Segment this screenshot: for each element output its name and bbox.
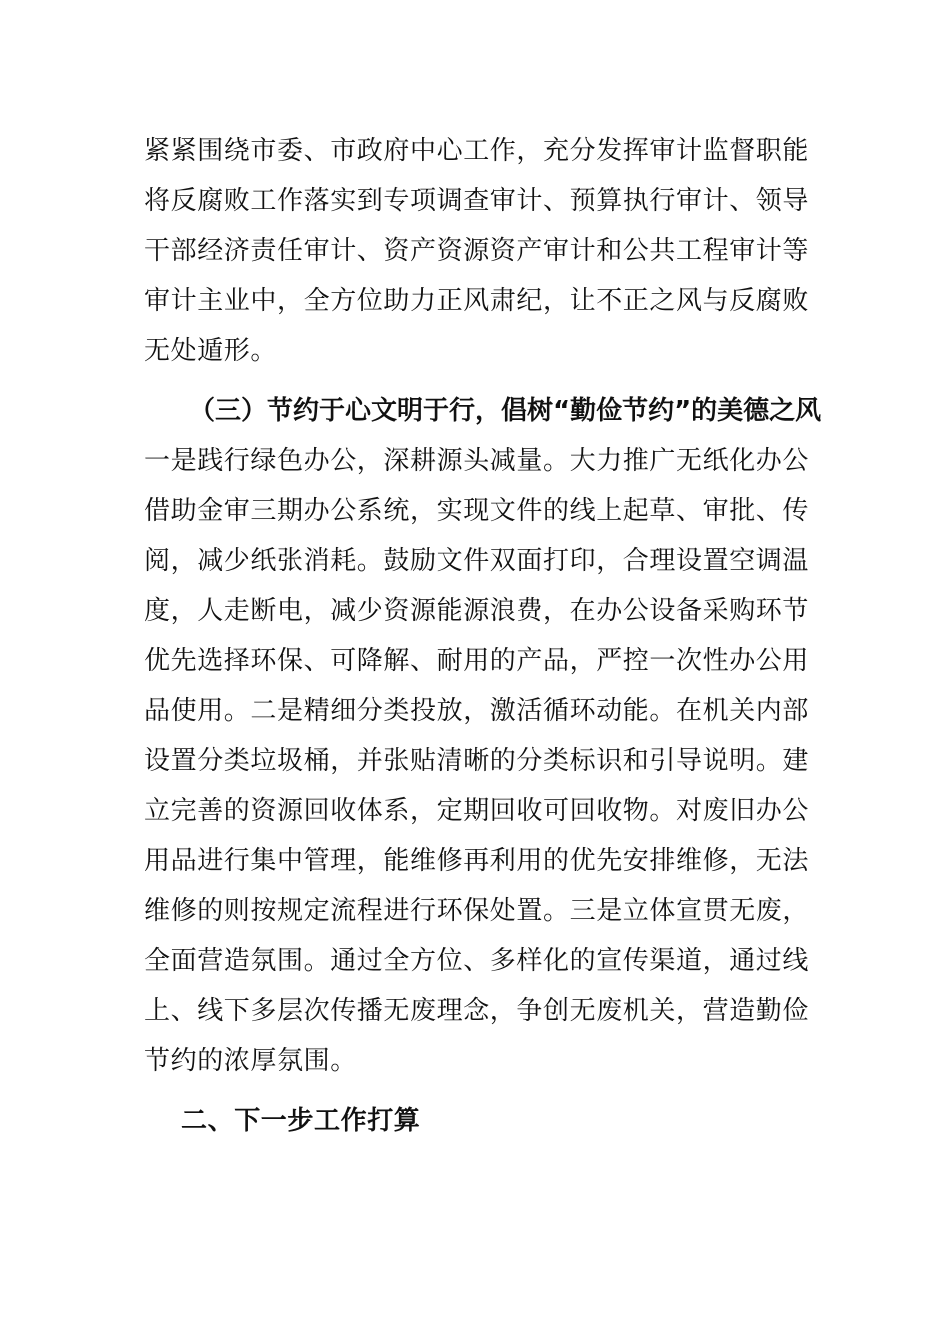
paragraph-line: 品使用。二是精细分类投放，激活循环动能。在机关内部 [144, 696, 810, 726]
paragraph-line: 一是践行绿色办公，深耕源头减量。大力推广无纸化办公 [144, 446, 810, 476]
paragraph-line: 上、线下多层次传播无废理念，争创无废机关，营造勤俭 [144, 996, 810, 1026]
paragraph-line: 度，人走断电，减少资源能源浪费，在办公设备采购环节 [144, 596, 810, 626]
section-heading-next-steps: 二、下一步工作打算 [181, 1106, 421, 1136]
paragraph-line: 审计主业中，全方位助力正风肃纪，让不正之风与反腐败 [144, 286, 810, 316]
paragraph-line: 干部经济责任审计、资产资源资产审计和公共工程审计等 [144, 236, 810, 266]
paragraph-audit-supervision [144, 126, 808, 376]
paragraph-line: 维修的则按规定流程进行环保处置。三是立体宣贯无废， [144, 896, 810, 926]
paragraph-line: 紧紧围绕市委、市政府中心工作，充分发挥审计监督职能 [144, 136, 810, 166]
paragraph-line: 全面营造氛围。通过全方位、多样化的宣传渠道，通过线 [144, 946, 810, 976]
paragraph-line: 节约的浓厚氛围。 [144, 1046, 357, 1076]
paragraph-line: 立完善的资源回收体系，定期回收可回收物。对废旧办公 [144, 796, 810, 826]
paragraph-line: 将反腐败工作落实到专项调查审计、预算执行审计、领导 [144, 186, 810, 216]
section-heading: （三）节约于心文明于行，倡树“勤俭节约”的美德之风 [189, 396, 822, 426]
paragraph-line: 设置分类垃圾桶，并张贴清晰的分类标识和引导说明。建 [144, 746, 810, 776]
section-thrift [144, 386, 822, 1086]
paragraph-line: 用品进行集中管理，能维修再利用的优先安排维修，无法 [144, 846, 810, 876]
paragraph-line: 优先选择环保、可降解、耐用的产品，严控一次性办公用 [144, 646, 810, 676]
paragraph-line: 无处遁形。 [144, 336, 278, 366]
paragraph-line: 阅，减少纸张消耗。鼓励文件双面打印，合理设置空调温 [144, 546, 810, 576]
paragraph-line: 借助金审三期办公系统，实现文件的线上起草、审批、传 [144, 496, 810, 526]
